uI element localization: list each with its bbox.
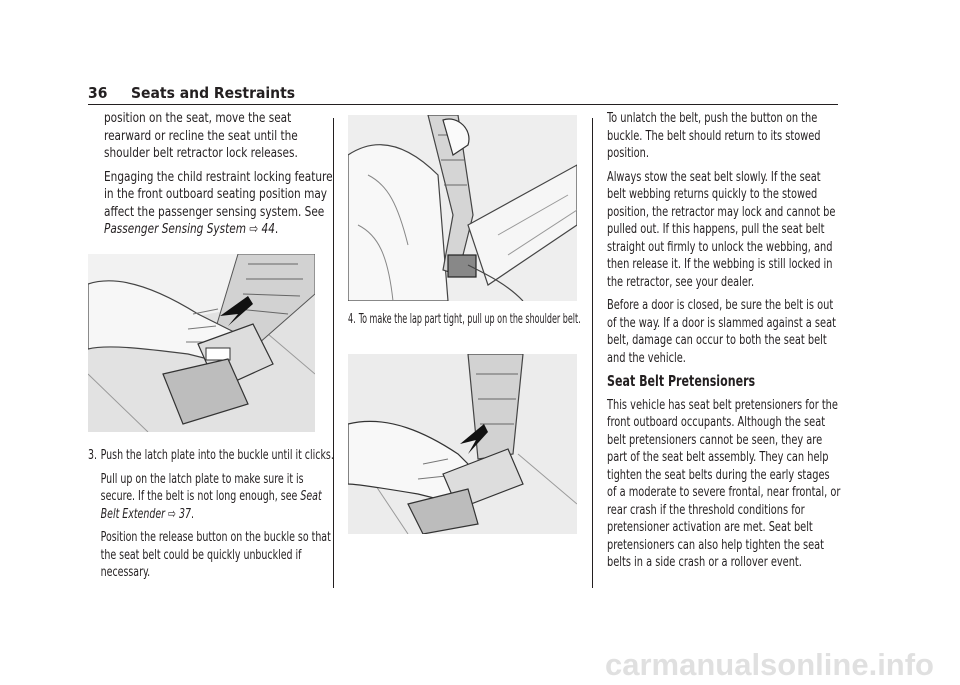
page-ref-arrow-icon: ⇨	[249, 222, 259, 237]
figure-pull-shoulder-belt	[348, 115, 577, 301]
step-number: 4.	[348, 312, 356, 327]
column-1-bottom	[88, 447, 334, 588]
cross-reference-link[interactable]: Seat Belt Extender	[100, 489, 322, 522]
paragraph-text: Engaging the child restraint locking feature in the front outboard seating position may affect the passenger sensing system. See	[104, 169, 333, 220]
column-3-text	[607, 110, 842, 578]
watermark-text: carmanualsonline.info	[604, 647, 934, 682]
paragraph-end: .	[274, 222, 279, 237]
step-number: 3.	[88, 448, 98, 463]
header-rule	[88, 104, 838, 105]
paragraph-end: .	[191, 506, 195, 522]
column-divider-right	[592, 118, 593, 588]
step-text: Push the latch plate into the buckle until it clicks.	[100, 448, 334, 463]
paragraph-text: Pull up on the latch plate to make sure it is secure. If the belt is not long enough, see	[100, 471, 304, 504]
column-2-text	[348, 311, 583, 335]
column-1-top	[104, 110, 334, 245]
section-title: Seats and Restraints	[131, 84, 296, 102]
step-3	[88, 447, 334, 465]
paragraph	[104, 169, 334, 239]
watermark	[560, 645, 940, 685]
paragraph: Position the release button on the buckle so that the seat belt could be quickly unbuckled if necessary.	[100, 530, 331, 580]
step-text: To make the lap part tight, pull up on the shoulder belt.	[358, 312, 581, 327]
paragraph	[88, 471, 334, 524]
paragraph: This vehicle has seat belt pretensioners for the front outboard occupants. Although the seat belt pretensioners cannot be seen, they are part of the seat belt assembly. They can help tighten the seat belts during the early stages of a moderate to severe frontal, near frontal, or rear crash if the threshold conditions for pretensioner activation are met. Seat belt pretensioners can also help tighten the seat belts in a side crash or a rollover event.	[607, 397, 841, 570]
paragraph: Before a door is closed, be sure the belt is out of the way. If a door is slammed against a seat belt, damage can occur to both the seat belt and the vehicle.	[607, 298, 836, 366]
paragraph: Always stow the seat belt slowly. If the seat belt webbing returns quickly to the stowed position, the retractor may lock and cannot be pulled out. If this happens, pull the seat belt straight out firmly to unlock the webbing, and then release it. If the webbing is still locked in the retractor, see your dealer.	[607, 169, 836, 290]
cross-reference-link[interactable]: Passenger Sensing System	[104, 222, 246, 237]
page-number: 36	[88, 84, 108, 102]
step-4	[348, 311, 583, 329]
cross-reference-page[interactable]: 44	[261, 222, 275, 237]
page-ref-arrow-icon: ⇨	[168, 506, 176, 522]
paragraph: position on the seat, move the seat rearward or recline the seat until the shoulder belt retractor lock releases.	[104, 111, 298, 161]
figure-buckle-release	[348, 354, 577, 534]
page-header	[88, 84, 838, 106]
cross-reference-page[interactable]: 37	[178, 506, 192, 522]
subsection-heading: Seat Belt Pretensioners	[607, 372, 756, 390]
paragraph: To unlatch the belt, push the button on the buckle. The belt should return to its stowed position.	[607, 111, 821, 161]
figure-latch-plate-insert	[88, 254, 315, 432]
